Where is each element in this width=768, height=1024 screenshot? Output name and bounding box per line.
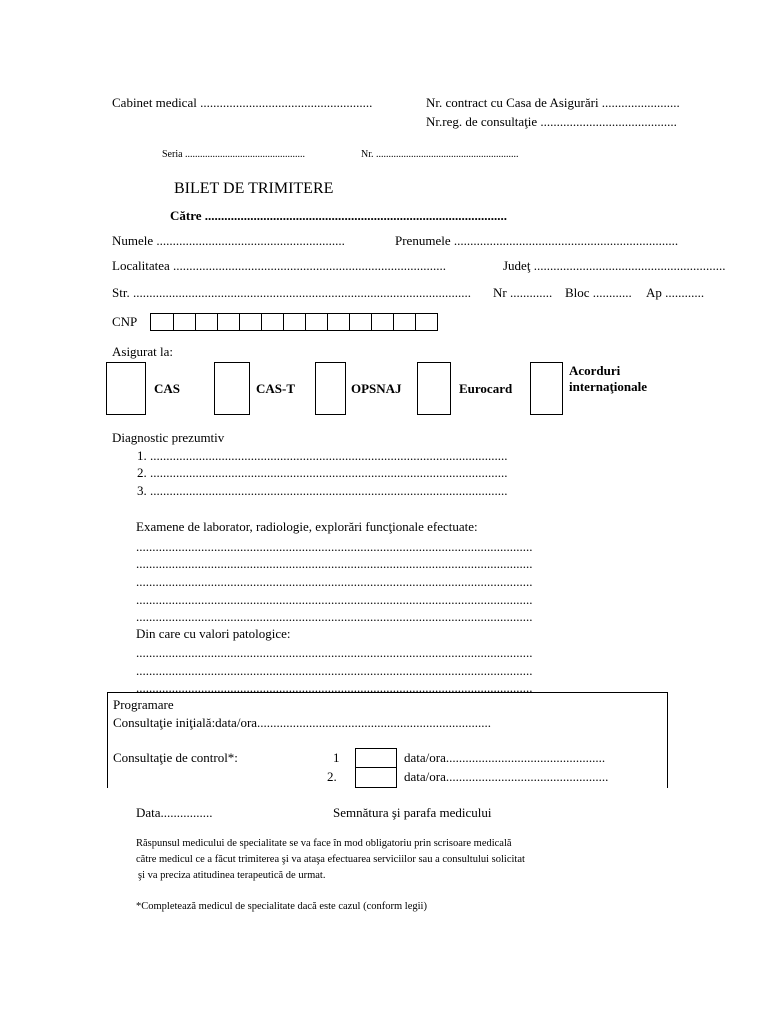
opsnaj-checkbox[interactable]: [315, 362, 346, 415]
cnp-digit-box[interactable]: [151, 314, 173, 330]
county-field: Judeţ ...........................................................: [503, 258, 726, 273]
street-number-field: Nr .............: [493, 285, 553, 300]
appointment-label: Programare: [113, 697, 174, 712]
pathological-values-label: Din care cu valori patologice:: [136, 626, 291, 641]
cnp-digit-box[interactable]: [217, 314, 239, 330]
diagnosis-line-3: 3. ..............................................................................................................: [137, 483, 508, 498]
control-date-time-1: data/ora.................................................: [404, 750, 606, 765]
international-agreements-label: Acorduri internaţionale: [569, 363, 647, 395]
apartment-field: Ap ............: [646, 285, 705, 300]
exams-line: ..........................................................................................................................: [136, 592, 533, 607]
block-field: Bloc ............: [565, 285, 632, 300]
cnp-digit-box[interactable]: [349, 314, 371, 330]
registration-number-field: Nr.reg. de consultaţie ..........................................: [426, 114, 677, 129]
cnp-digit-box[interactable]: [393, 314, 415, 330]
first-name-field: Prenumele .....................................................................: [395, 233, 679, 248]
cnp-digit-box[interactable]: [327, 314, 349, 330]
control-number-1: 1: [333, 750, 340, 765]
pathological-line: ..........................................................................................................................: [136, 663, 533, 678]
cnp-grid[interactable]: [150, 313, 438, 331]
recipient-field: Către .............................................................................................: [170, 208, 508, 223]
international-agreements-checkbox[interactable]: [530, 362, 563, 415]
control-date-time-2: data/ora..................................................: [404, 769, 609, 784]
cabinet-medical-field: Cabinet medical .....................................................: [112, 95, 373, 110]
diagnosis-line-1: 1. ..............................................................................................................: [137, 448, 508, 463]
pathological-line: ..........................................................................................................................: [136, 680, 533, 695]
cnp-digit-box[interactable]: [415, 314, 437, 330]
cnp-digit-box[interactable]: [261, 314, 283, 330]
form-title: BILET DE TRIMITERE: [174, 180, 334, 197]
cas-t-label: CAS-T: [256, 381, 296, 396]
pathological-line: ..........................................................................................................................: [136, 645, 533, 660]
series-field: Seria ................................................: [162, 149, 306, 160]
cnp-digit-box[interactable]: [239, 314, 261, 330]
cas-label: CAS: [154, 381, 181, 396]
exams-line: ..........................................................................................................................: [136, 556, 533, 571]
exams-line: ..........................................................................................................................: [136, 539, 533, 554]
response-note-line-3: şi va preciza atitudinea terapeutică de urmat.: [138, 870, 326, 881]
specialist-note: *Completează medicul de specialitate dacă este cazul (conform legii): [136, 901, 427, 912]
response-note-line-2: către medicul ce a făcut trimiterea şi va ataşa efectuarea serviciilor sau a consultului solicitat: [136, 854, 525, 865]
response-note-line-1: Răspunsul medicului de specialitate se va face în mod obligatoriu prin scrisoare medicală: [136, 838, 512, 849]
diagnosis-label: Diagnostic prezumtiv: [112, 430, 225, 445]
last-name-field: Numele ..........................................................: [112, 233, 345, 248]
cnp-digit-box[interactable]: [305, 314, 327, 330]
cnp-digit-box[interactable]: [371, 314, 393, 330]
initial-consultation-field: Consultaţie iniţială:data/ora........................................................................: [113, 715, 492, 730]
cnp-digit-box[interactable]: [283, 314, 305, 330]
exams-line: ..........................................................................................................................: [136, 609, 533, 624]
eurocard-label: Eurocard: [459, 381, 513, 396]
cas-t-checkbox[interactable]: [214, 362, 250, 415]
control-number-2: 2.: [327, 769, 337, 784]
control-box-2[interactable]: [355, 767, 397, 788]
cnp-digit-box[interactable]: [173, 314, 195, 330]
locality-field: Localitatea ....................................................................................: [112, 258, 446, 273]
control-box-1[interactable]: [355, 748, 397, 769]
control-consultation-label: Consultaţie de control*:: [113, 750, 238, 765]
exams-line: ..........................................................................................................................: [136, 574, 533, 589]
cnp-digit-box[interactable]: [195, 314, 217, 330]
exams-label: Examene de laborator, radiologie, explorări funcţionale efectuate:: [136, 519, 478, 534]
eurocard-checkbox[interactable]: [417, 362, 451, 415]
cnp-label: CNP: [112, 314, 138, 329]
number-field: Nr. .........................................................: [361, 149, 519, 160]
street-field: Str. ........................................................................................................: [112, 285, 471, 300]
date-field: Data................: [136, 805, 213, 820]
insured-at-label: Asigurat la:: [112, 344, 174, 359]
opsnaj-label: OPSNAJ: [351, 381, 402, 396]
cas-checkbox[interactable]: [106, 362, 146, 415]
signature-label: Semnătura şi parafa medicului: [333, 805, 492, 820]
diagnosis-line-2: 2. ..............................................................................................................: [137, 465, 508, 480]
contract-number-field: Nr. contract cu Casa de Asigurări ........................: [426, 95, 680, 110]
